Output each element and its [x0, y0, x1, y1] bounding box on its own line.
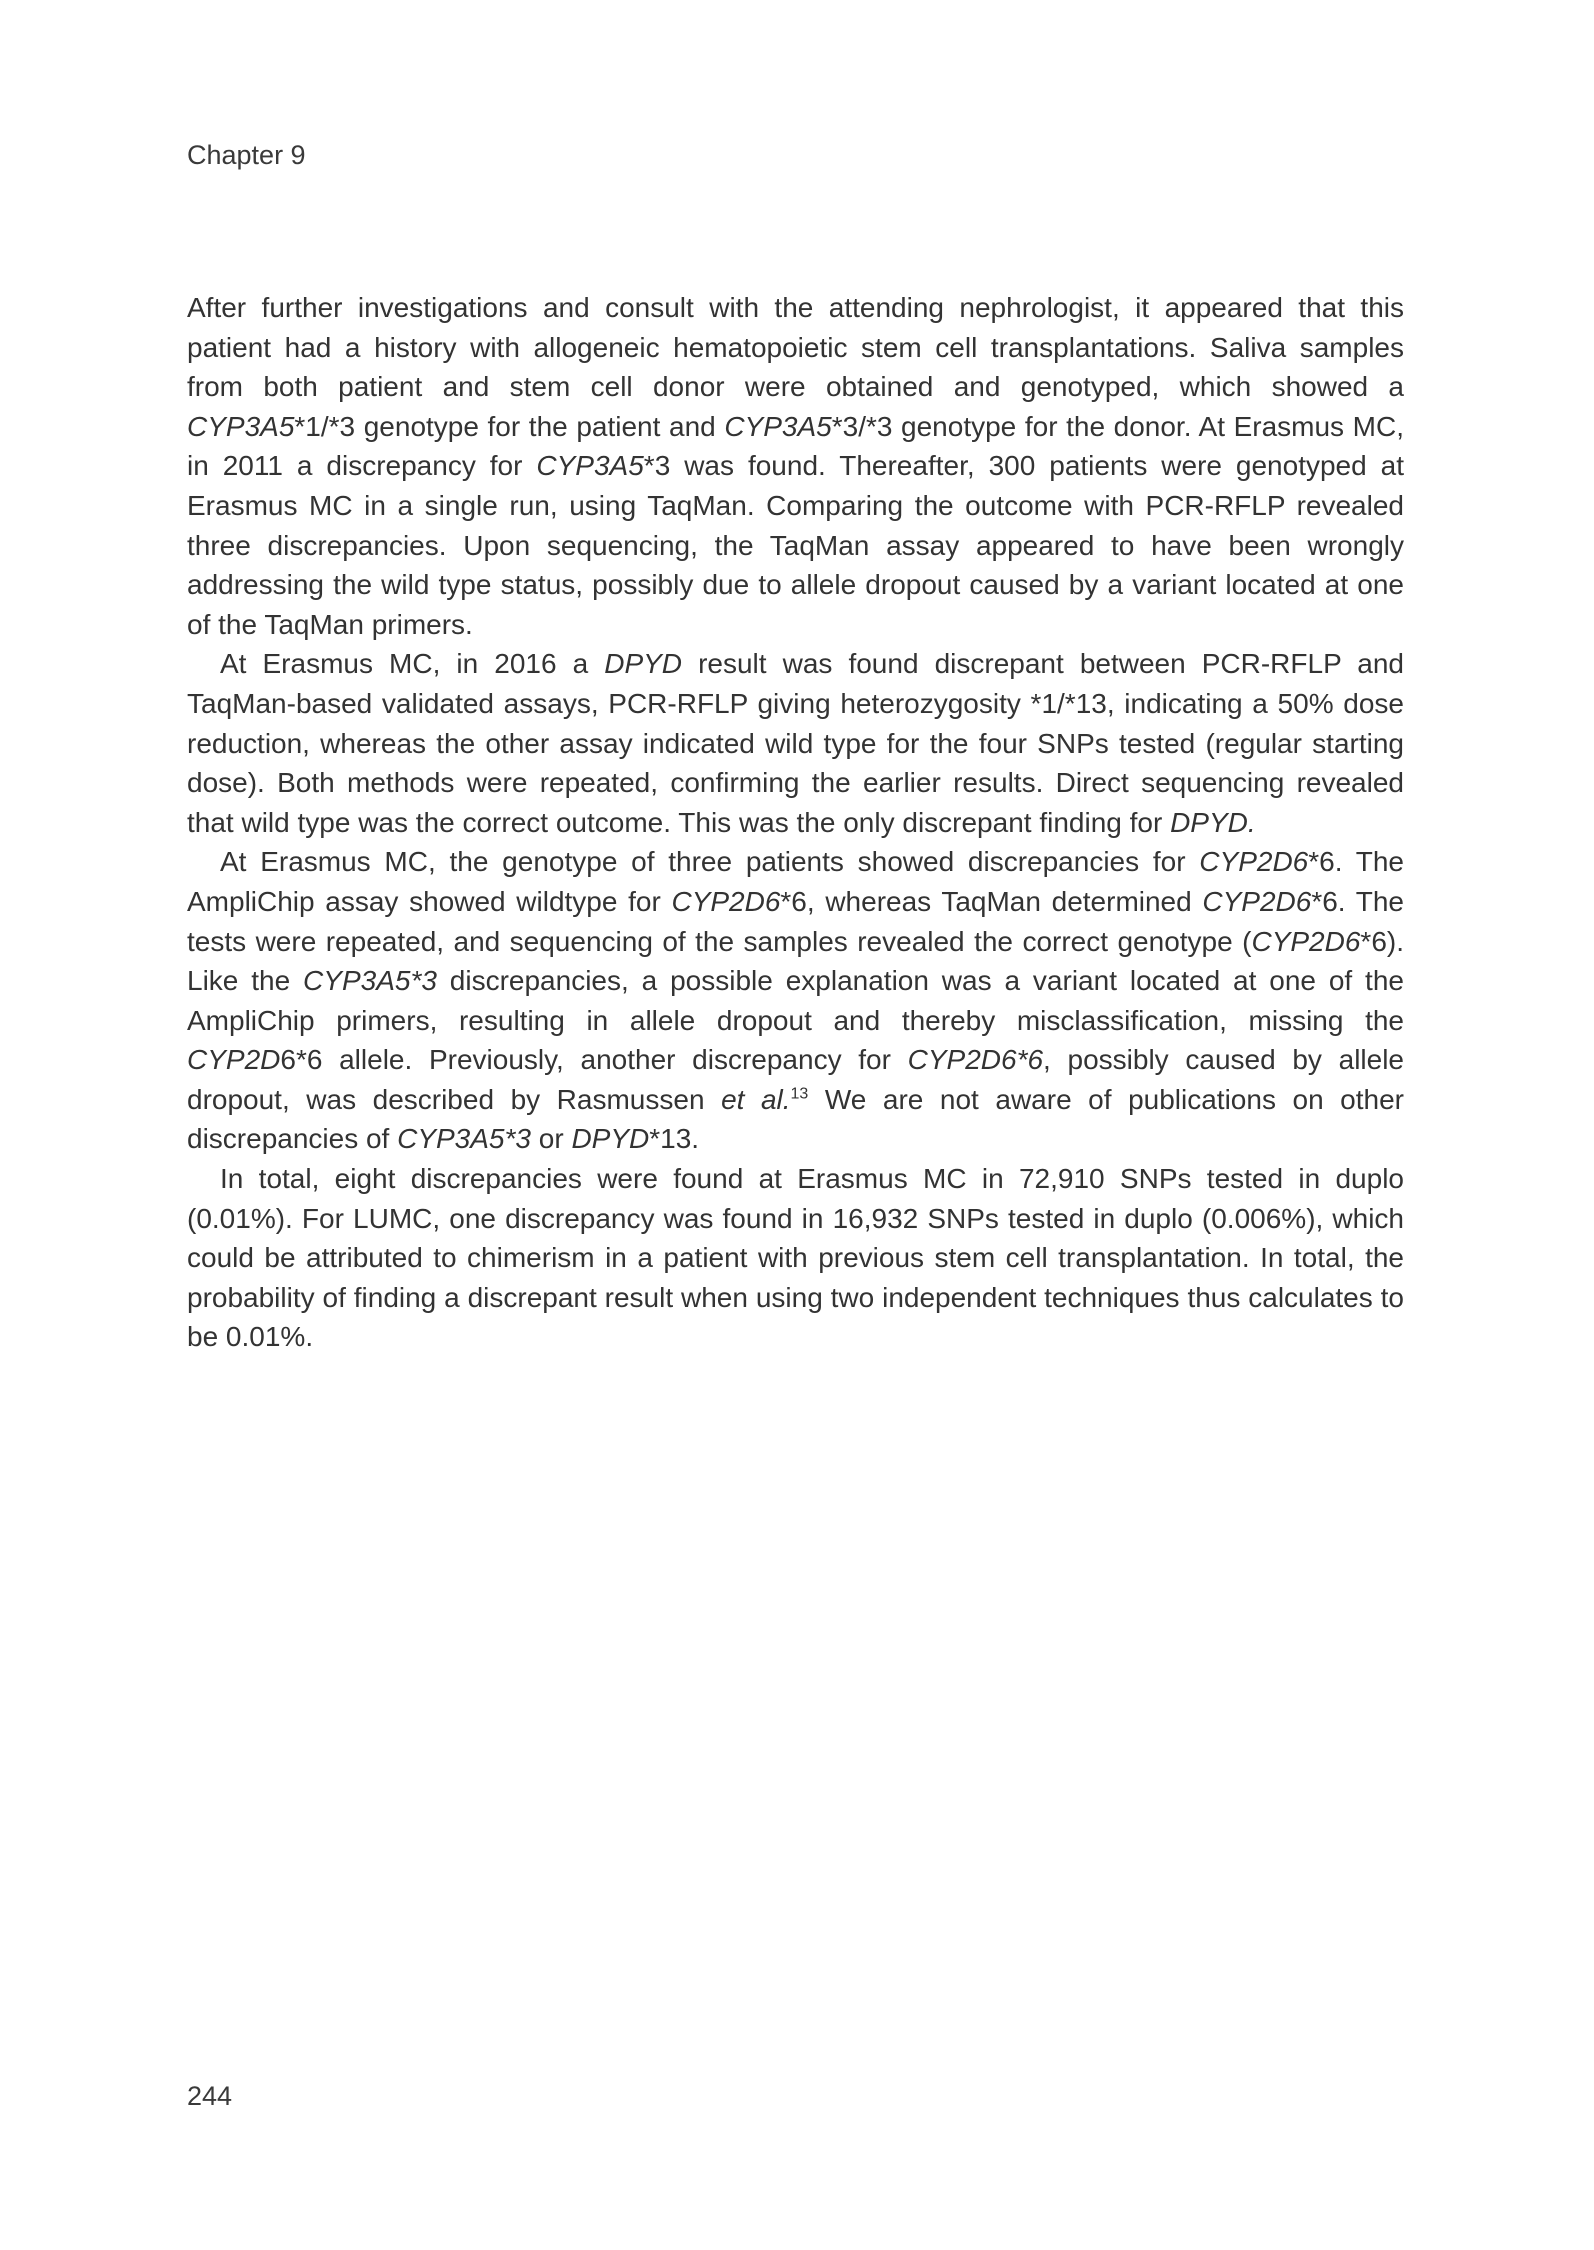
running-header: Chapter 9	[187, 140, 306, 170]
body-text	[187, 288, 1404, 1357]
paragraph-2: At Erasmus MC, in 2016 a DPYD result was found discrepant between PCR-RFLP and TaqMan-based validated assays, PCR-RFLP giving heterozygosity *1/*13, indicating a 50% dose reduction, whereas the other assay indicated wild type for the four SNPs tested (regular starting dose). Both methods were repeated, confirming the earlier results. Direct sequencing revealed that wild type was the correct outcome. This was the only discrepant finding for DPYD.	[187, 648, 1405, 838]
reference-superscript: 13	[790, 1085, 809, 1103]
paragraph-1: After further investigations and consult with the attending nephrologist, it appeared that this patient had a history with allogeneic hematopoietic stem cell transplantations. Saliva samples from both patient and stem cell donor were obtained and genotyped, which showed a CYP3A5*1/*3 genotype for the patient and CYP3A5*3/*3 genotype for the donor. At Erasmus MC, in 2011 a discrepancy for CYP3A5*3 was found. Thereafter, 300 patients were genotyped at Erasmus MC in a single run, using TaqMan. Comparing the outcome with PCR-RFLP revealed three discrepancies. Upon sequencing, the TaqMan assay appeared to have been wrongly addressing the wild type status, possibly due to allele dropout caused by a variant located at one of the TaqMan primers.	[187, 292, 1404, 640]
paragraph-4: In total, eight discrepancies were found at Erasmus MC in 72,910 SNPs tested in duplo (0.01%). For LUMC, one discrepancy was found in 16,932 SNPs tested in duplo (0.006%), which could be attributed to chimerism in a patient with previous stem cell transplantation. In total, the probability of finding a discrepant result when using two independent techniques thus calculates to be 0.01%.	[187, 1163, 1404, 1353]
paragraph-3: At Erasmus MC, the genotype of three patients showed discrepancies for CYP2D6*6. The AmpliChip assay showed wildtype for CYP2D6*6, whereas TaqMan determined CYP2D6*6. The tests were repeated, and sequencing of the samples revealed the correct genotype (CYP2D6*6). Like the CYP3A5*3 discrepancies, a possible explanation was a variant located at one of the AmpliChip primers, resulting in allele dropout and thereby misclassification, missing the CYP2D6*6 allele. Previously, another discrepancy for CYP2D6*6, possibly caused by allele dropout, was described by Rasmussen et al.$^{13}$ We are not aware of publications on other discrepancies of CYP3A5*3 or DPYD*13.	[187, 846, 1405, 1155]
page-number: 244	[187, 2081, 233, 2111]
